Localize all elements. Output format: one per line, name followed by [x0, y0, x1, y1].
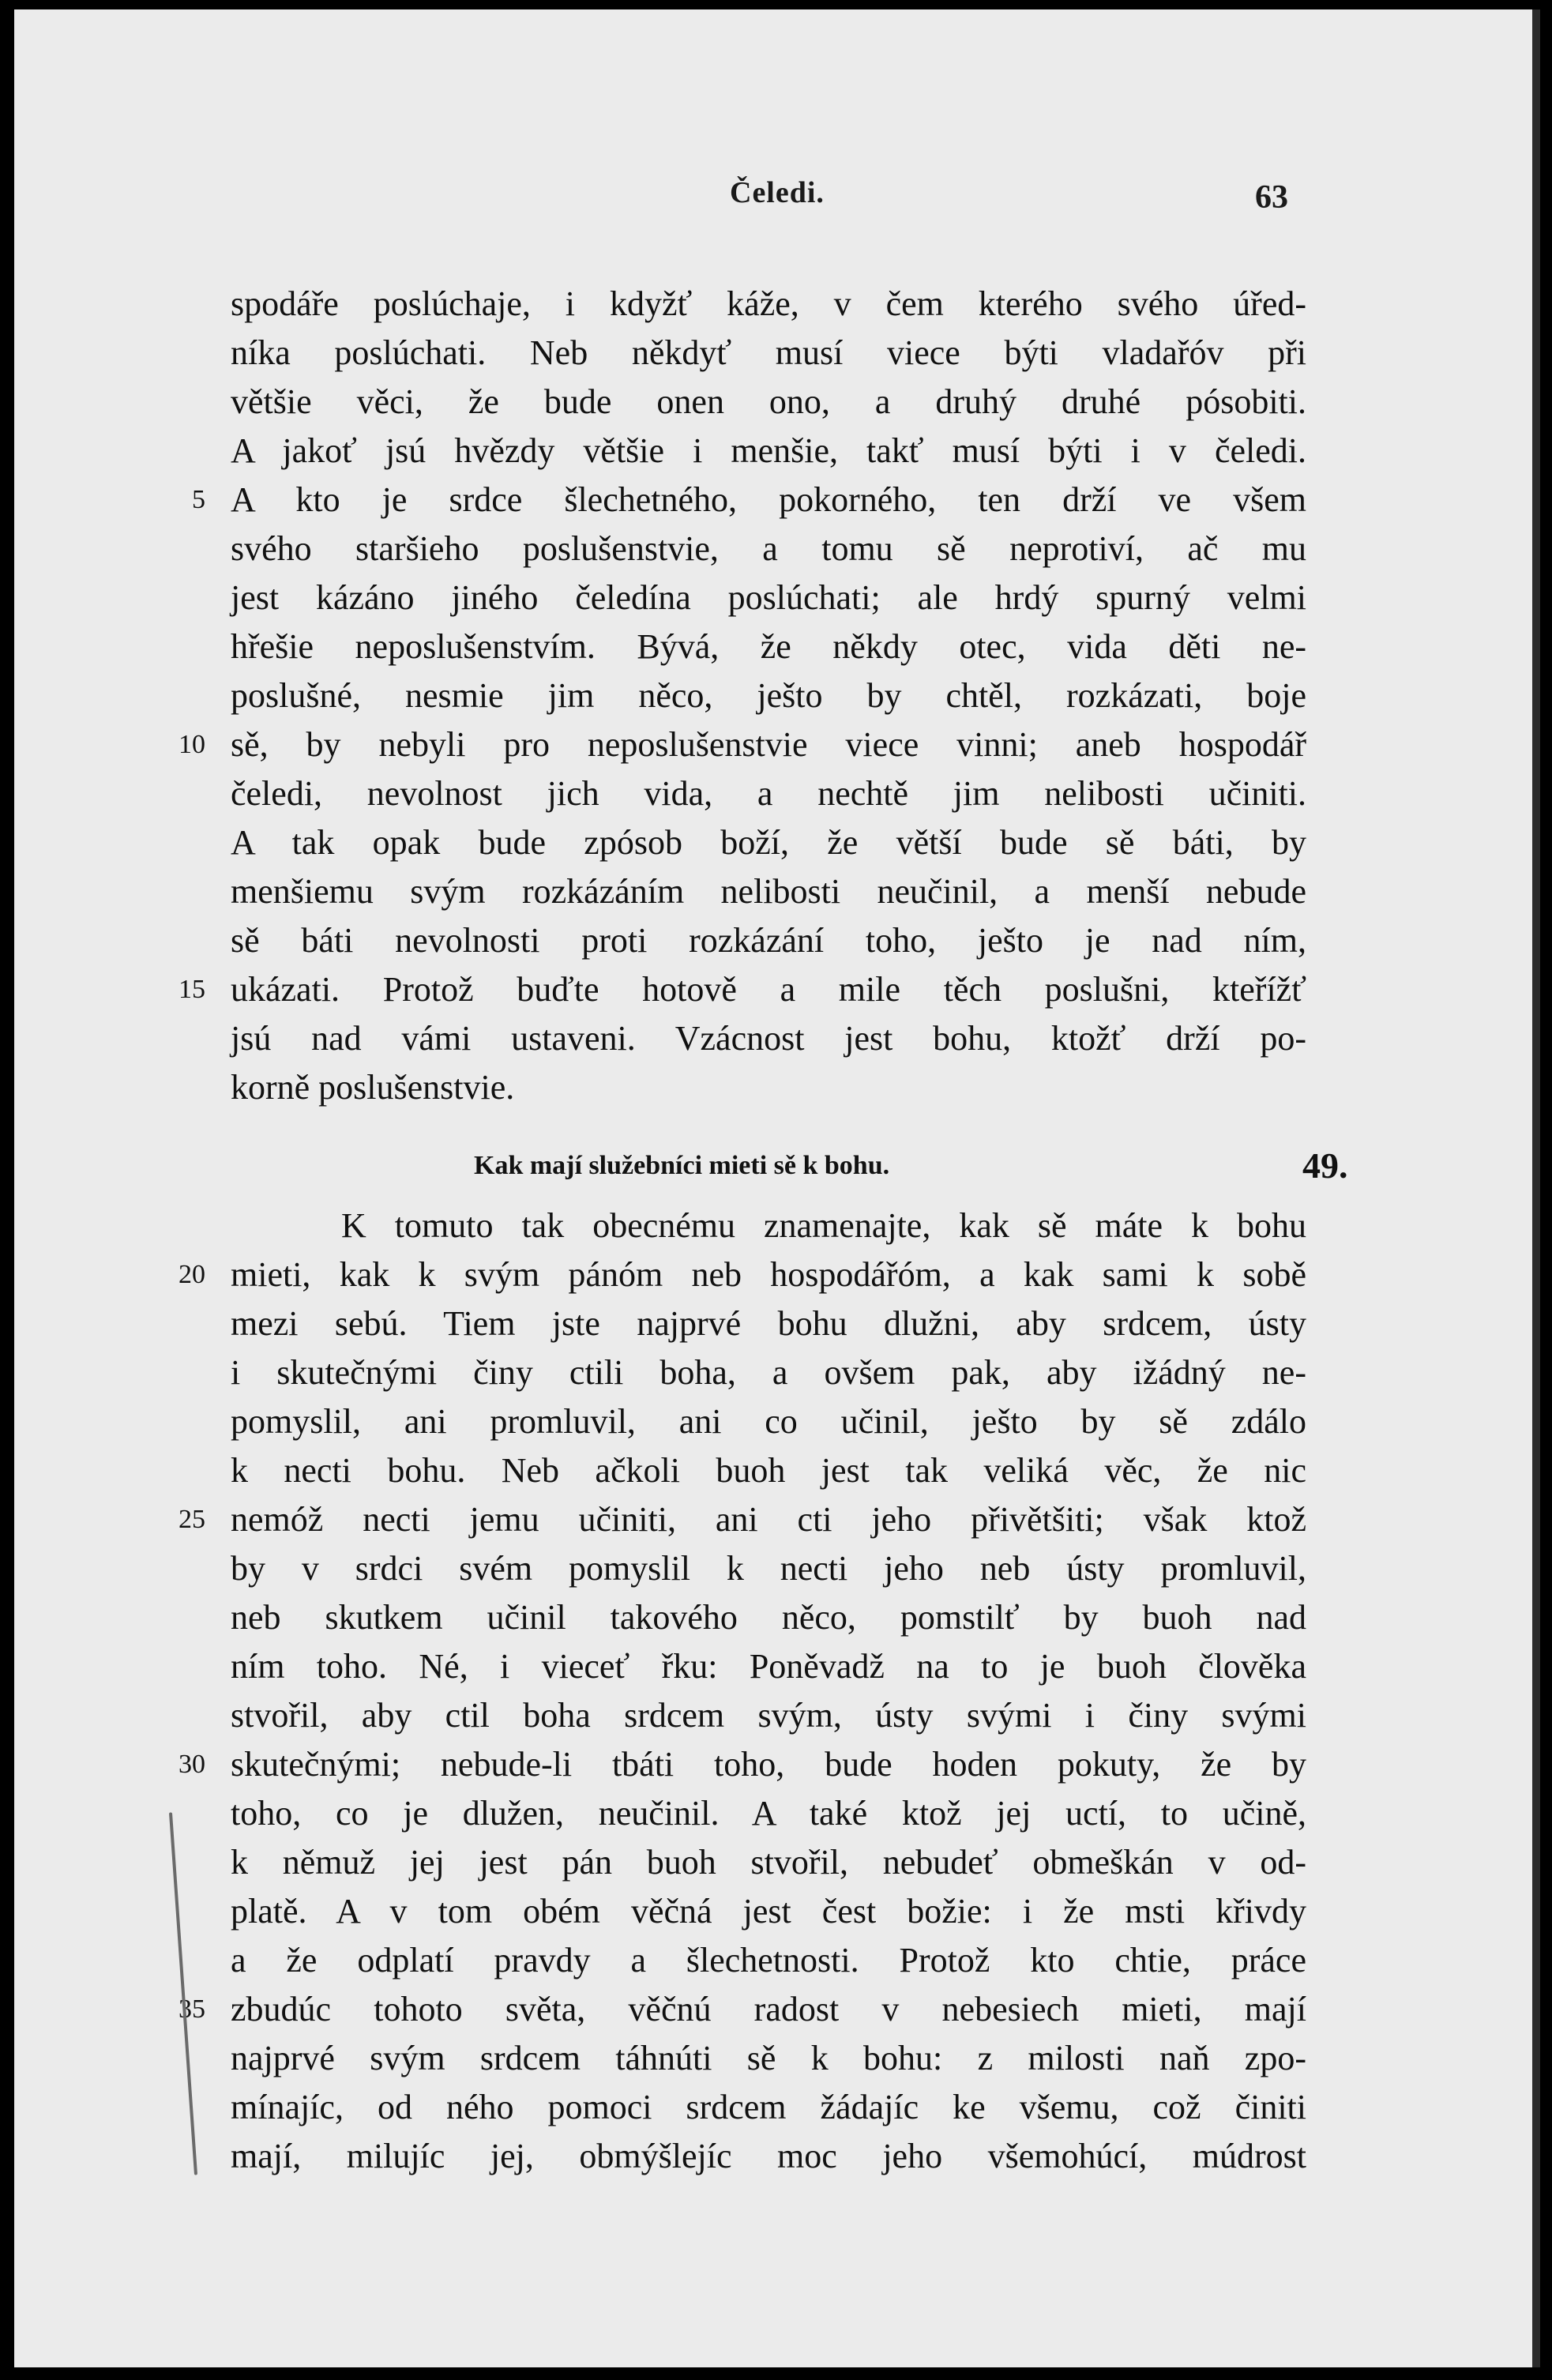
line-number: 20	[178, 1260, 205, 1289]
text-line: korně poslušenstvie.	[231, 1068, 515, 1107]
text-line: sě, by nebyli pro neposlušenstvie viece vinni; aneb hospodář	[231, 725, 1306, 764]
text-line: zbudúc tohoto světa, věčnú radost v nebesiech mieti, mají	[231, 1990, 1306, 2028]
running-head: Čeledi.	[730, 176, 825, 209]
text-line: stvořil, aby ctil boha srdcem svým, ústy svými i činy svými	[231, 1696, 1306, 1735]
section-heading	[14, 1142, 1532, 1190]
line-number: 15	[178, 975, 205, 1004]
text-line: poslušné, nesmie jim něco, ješto by chtěl, rozkázati, boje	[231, 676, 1306, 715]
text-line: sě báti nevolnosti proti rozkázání toho, ješto je nad ním,	[231, 921, 1306, 960]
line-number: 25	[178, 1505, 205, 1534]
text-line: k necti bohu. Neb ačkoli buoh jest tak veliká věc, že nic	[231, 1451, 1306, 1490]
text-line: jest kázáno jiného čeledína poslúchati; ale hrdý spurný velmi	[231, 578, 1306, 617]
text-line: ukázati. Protož buďte hotově a mile těch poslušni, kteřížť	[231, 970, 1306, 1009]
text-line: spodáře poslúchaje, i kdyžť káže, v čem kterého svého úřed-	[231, 284, 1306, 323]
text-line: ním toho. Né, i vieceť řku: Poněvadž na to je buoh člověka	[231, 1647, 1306, 1686]
section-number: 49.	[1302, 1145, 1348, 1186]
text-line: pomyslil, ani promluvil, ani co učinil, ješto by sě zdálo	[231, 1402, 1306, 1441]
text-line: mieti, kak k svým pánóm neb hospodářóm, a kak sami k sobě	[231, 1255, 1306, 1294]
text-line: A jakoť jsú hvězdy většie i menšie, takť musí býti i v čeledi.	[231, 431, 1306, 470]
text-line: mají, milujíc jej, obmýšlejíc moc jeho všemohúcí, múdrost	[231, 2137, 1306, 2175]
page-number: 63	[1255, 179, 1288, 216]
text-line: najprvé svým srdcem táhnúti sě k bohu: z milosti naň zpo-	[231, 2039, 1306, 2077]
text-line: mezi sebú. Tiem jste najprvé bohu dlužni, aby srdcem, ústy	[231, 1304, 1306, 1343]
text-line: jsú nad vámi ustaveni. Vzácnost jest bohu, ktožť drží po-	[231, 1019, 1306, 1058]
text-line: i skutečnými činy ctili boha, a ovšem pak, aby ižádný ne-	[231, 1353, 1306, 1392]
text-line: a že odplatí pravdy a šlechetnosti. Protož kto chtie, práce	[231, 1941, 1306, 1980]
text-line: by v srdci svém pomyslil k necti jeho neb ústy promluvil,	[231, 1549, 1306, 1588]
text-line: K tomuto tak obecnému znamenajte, kak sě máte k bohu	[341, 1206, 1306, 1245]
line-number: 30	[178, 1750, 205, 1779]
text-line: neb skutkem učinil takového něco, pomstilť by buoh nad	[231, 1598, 1306, 1637]
text-line: A kto je srdce šlechetného, pokorného, ten drží ve všem	[231, 480, 1306, 519]
text-line: skutečnými; nebude-li tbáti toho, bude hoden pokuty, že by	[231, 1745, 1306, 1784]
line-number: 5	[192, 485, 205, 514]
text-line: menšiemu svým rozkázáním nelibosti neučinil, a menší nebude	[231, 872, 1306, 911]
text-line: hřešie neposlušenstvím. Bývá, že někdy otec, vida děti ne-	[231, 627, 1306, 666]
line-number: 10	[178, 730, 205, 759]
text-line: většie věci, že bude onen ono, a druhý druhé pósobiti.	[231, 382, 1306, 421]
text-line: A tak opak bude zpósob boží, že větší bude sě báti, by	[231, 823, 1306, 862]
text-line: k němuž jej jest pán buoh stvořil, nebudeť obmeškán v od-	[231, 1843, 1306, 1882]
text-line: platě. A v tom obém věčná jest čest božie: i že msti křivdy	[231, 1892, 1306, 1931]
text-line: toho, co je dlužen, neučinil. A také ktož jej uctí, to učině,	[231, 1794, 1306, 1833]
text-line: čeledi, nevolnost jich vida, a nechtě jim nelibosti učiniti.	[231, 774, 1306, 813]
text-line: mínajíc, od ného pomoci srdcem žádajíc ke všemu, což činiti	[231, 2088, 1306, 2126]
section-title: Kak mají služebníci mieti sě k bohu.	[474, 1151, 890, 1180]
text-line: nemóž necti jemu učiniti, ani cti jeho přivětšiti; však ktož	[231, 1500, 1306, 1539]
page-header	[14, 175, 1532, 223]
book-page	[14, 9, 1540, 2367]
text-line: níka poslúchati. Neb někdyť musí viece býti vladařóv při	[231, 333, 1306, 372]
line-number: 35	[178, 1995, 205, 2024]
text-line: svého staršieho poslušenstvie, a tomu sě neprotiví, ač mu	[231, 529, 1306, 568]
